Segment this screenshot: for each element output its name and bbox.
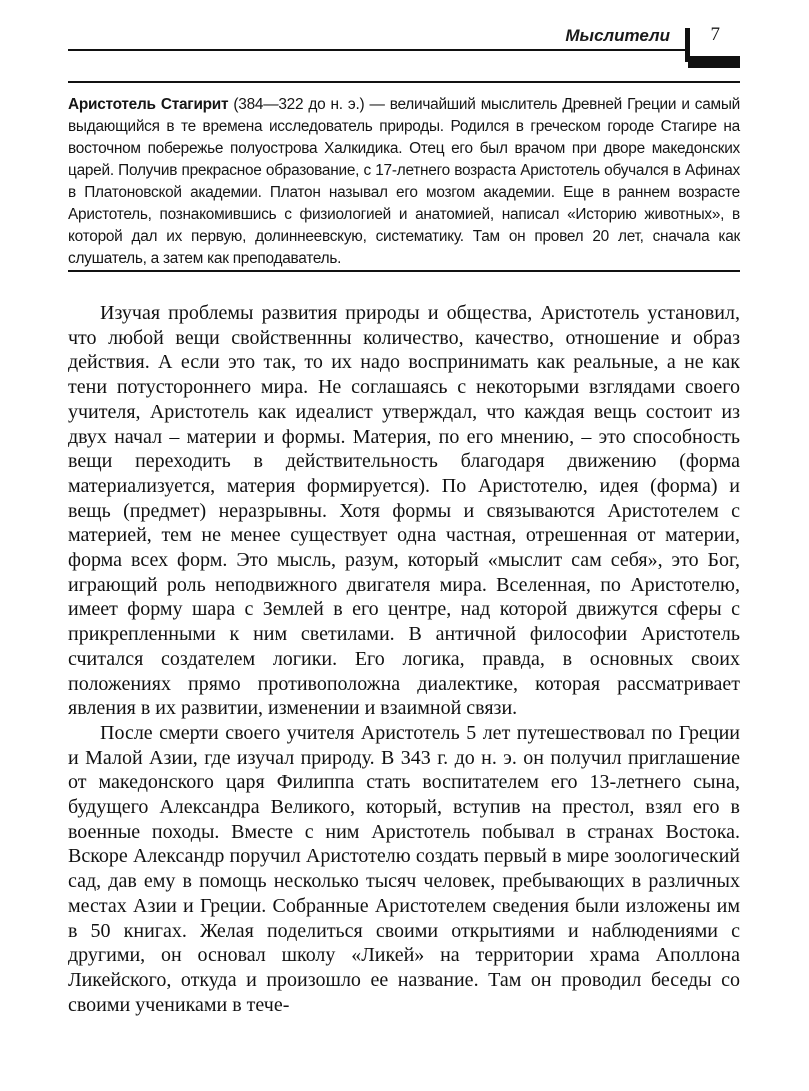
running-header bbox=[68, 22, 740, 56]
bio-bottom-rule bbox=[68, 270, 740, 272]
section-title: Мыслители bbox=[565, 26, 670, 45]
page-number: 7 bbox=[710, 24, 720, 45]
main-text bbox=[68, 301, 740, 1017]
bio-text: (384—322 до н. э.) — величайший мыслитель Древней Греции и самый выдающийся в те времена исследователь природы. Родился в греческом городе Стагире на восточном побережье полуострова Халкидика. Отец его был врачом при дворе македонских царей. Получив прекрасное образование, с 17-летнего возраста Аристотель обучался в Афинах в Платоновской академии. Платон называл его мозгом академии. Еще в раннем возрасте Аристотель, познакомившись с физиологией и анатомией, написал «Историю животных», в которой дал их первую, долиннеевскую, систематику. Там он провел 20 лет, сначала как слушатель, а затем как преподаватель. bbox=[68, 96, 741, 267]
paragraph: После смерти своего учителя Аристотель 5 лет путешествовал по Греции и Малой Азии, где изучал природу. В 343 г. до н. э. он получил приглашение от македонского царя Филиппа стать воспитателем его 13-летнего сына, будущего Александра Великого, который, вступив на престол, взял его в военные походы. Вместе с ним Аристотель побывал в странах Востока. Вскоре Александр поручил Аристотелю создать первый в мире зоологический сад, дав ему в помощь несколько тысяч человек, пребывающих в различных местах Азии и Греции. Собранные Аристотелем сведения были изложены им в 50 книгах. Желая поделиться своими открытиями и наблюдениями с другими, он основал школу «Ликей» на территории храма Аполлона Ликейского, откуда и произошло ее название. Там он проводил беседы со своими учениками в тече- bbox=[68, 721, 740, 1016]
header-thumb-tab bbox=[688, 56, 740, 68]
bio-sidebar bbox=[68, 94, 740, 270]
header-rule bbox=[68, 49, 690, 51]
bio-top-rule bbox=[68, 81, 740, 83]
bio-name: Аристотель Стагирит bbox=[68, 96, 229, 113]
paragraph: Изучая проблемы развития природы и общества, Аристотель установил, что любой вещи свойственнны количество, качество, отношение и образ действия. А если это так, то их надо воспринимать как реальные, а не как тени потустороннего мира. Не соглашаясь с некоторыми взглядами своего учителя, Аристотель как идеалист утверждал, что каждая вещь состоит из двух начал – материи и формы. Материя, по его мнению, – это способность вещи переходить в действительность благодаря движению (форма материализуется, материя формируется). По Аристотелю, идея (форма) и вещь (предмет) неразрывны. Хотя формы и связываются Аристотелем с материей, тем не менее существует одна частная, отрешенная от материи, форма всех форм. Это мысль, разум, который «мыслит сам себя», это Бог, играющий роль неподвижного двигателя мира. Вселенная, по Аристотелю, имеет форму шара с Землей в его центре, над которой движутся сферы с прикрепленными к ним светилами. В античной философии Аристотель считался создателем логики. Его логика, правда, в основных своих положениях прямо противоположна диалектике, которая рассматривает явления в их развитии, изменении и взаимной связи. bbox=[68, 302, 740, 720]
